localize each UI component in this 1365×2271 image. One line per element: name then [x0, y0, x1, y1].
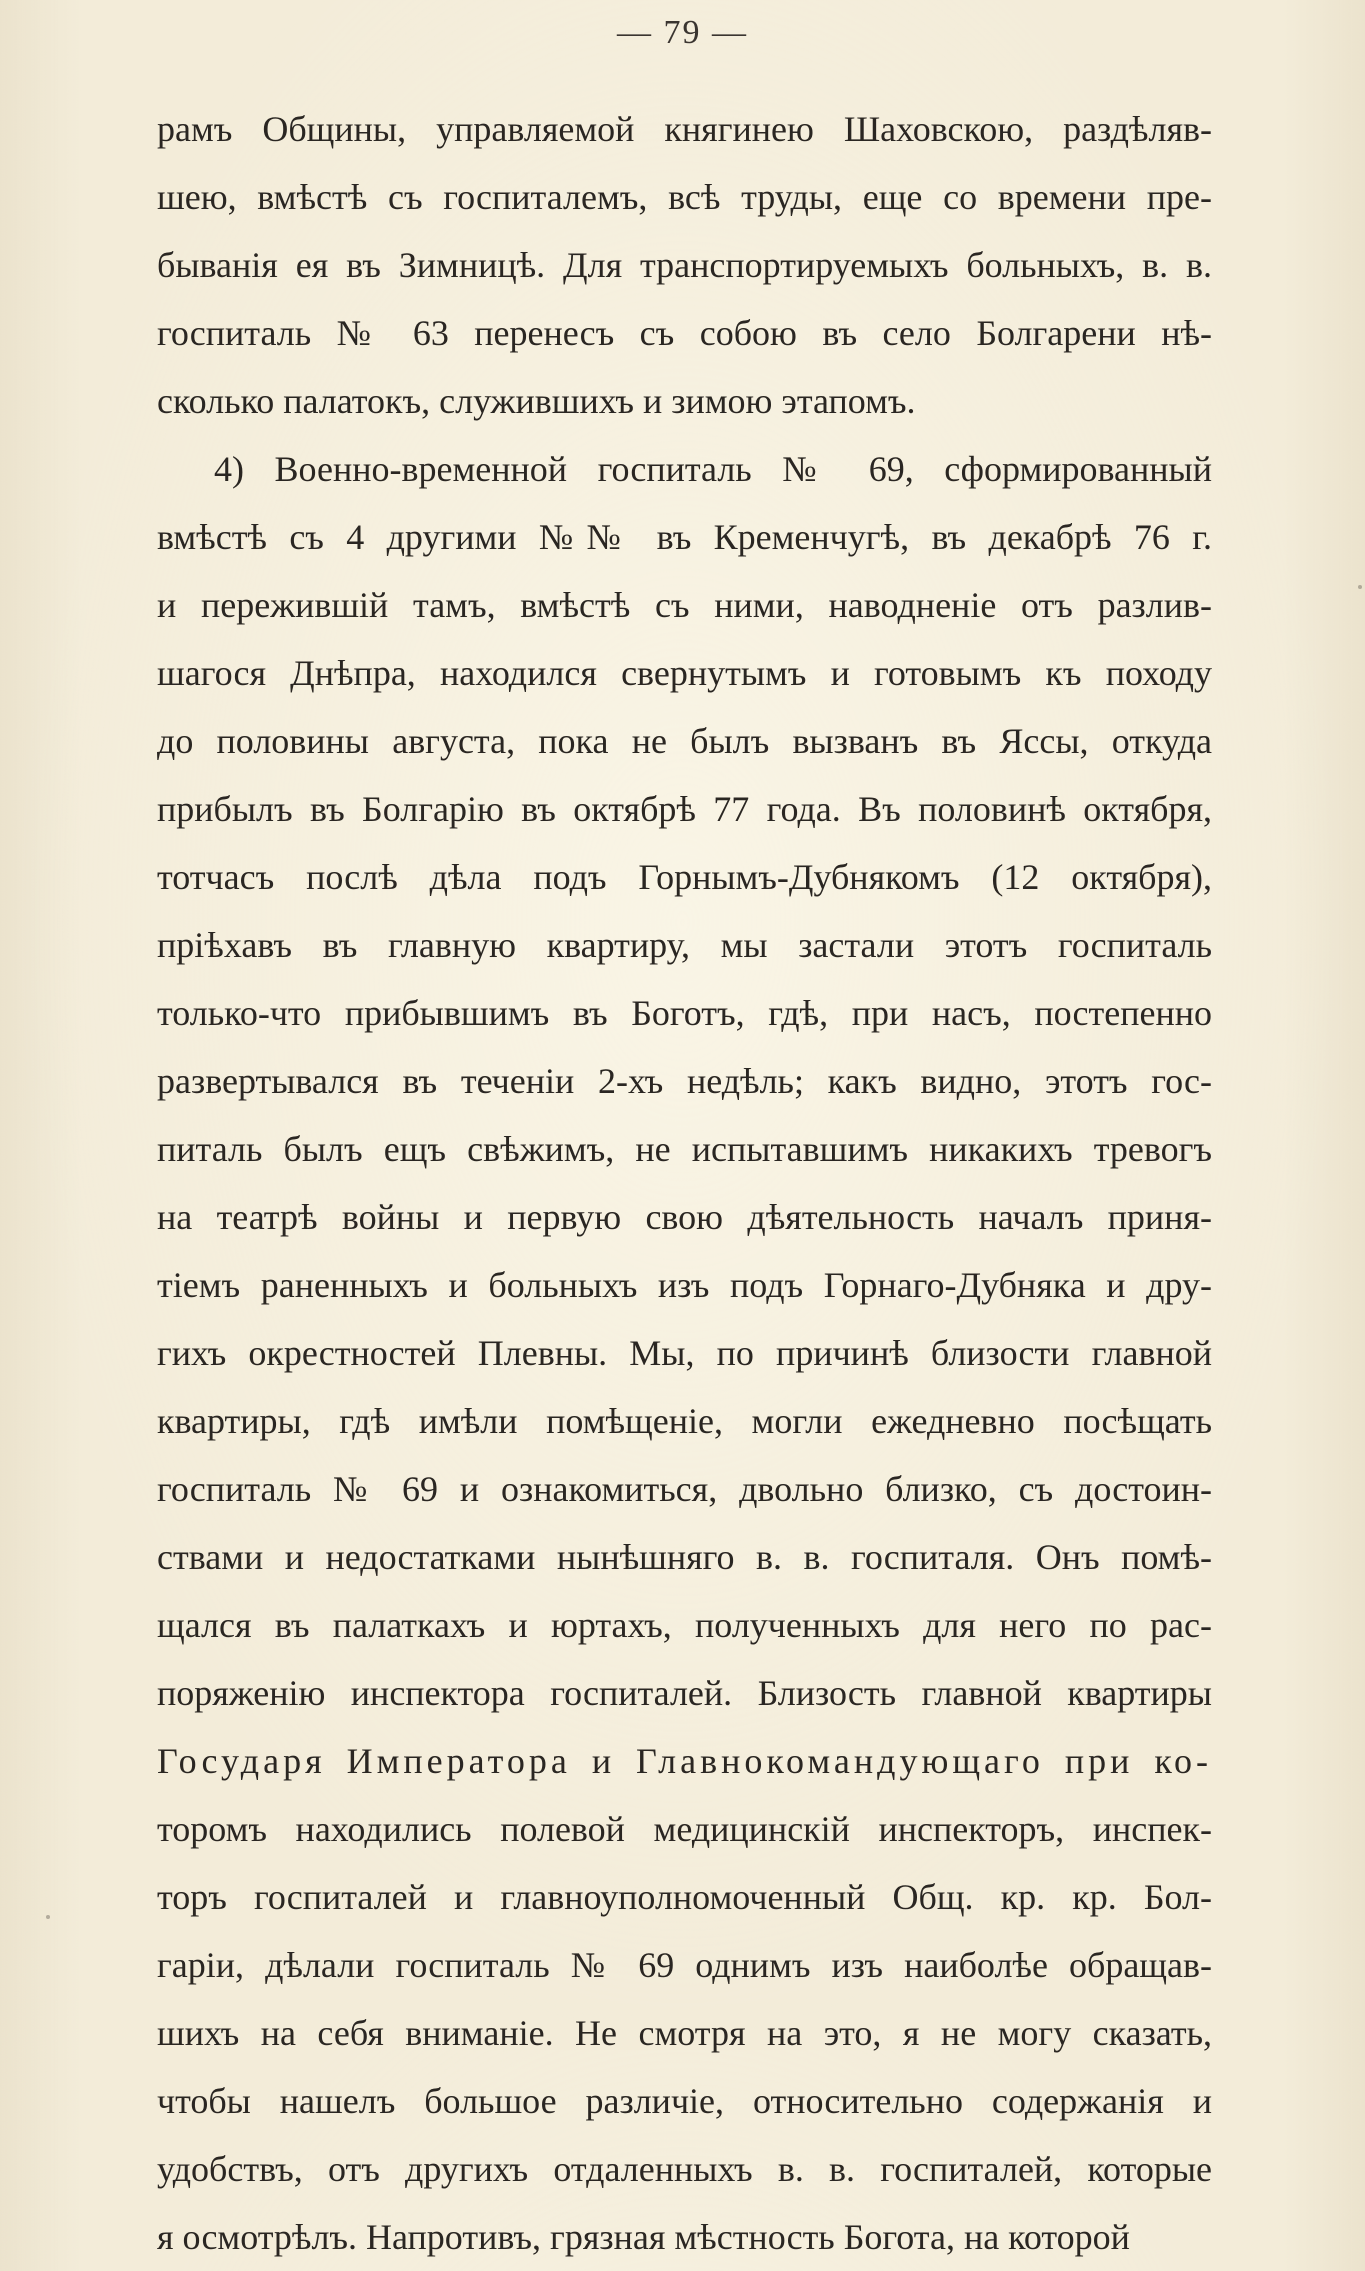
text-line: ствами и недостатками нынѣшняго в. в. госпиталя. Онъ помѣ- [157, 1537, 1212, 1577]
text-line: торъ госпиталей и главноуполномоченный Общ. кр. кр. Бол- [157, 1877, 1212, 1917]
text-line: торомъ находились полевой медицинскій инспекторъ, инспек- [157, 1809, 1212, 1849]
text-line: только-что прибывшимъ въ Боготъ, гдѣ, при насъ, постепенно [157, 993, 1212, 1033]
text-line: чтобы нашелъ большое различіе, относительно содержанія и [157, 2081, 1212, 2121]
text-line: на театрѣ войны и первую свою дѣятельность началъ приня- [157, 1197, 1212, 1237]
text-line: удобствъ, отъ другихъ отдаленныхъ в. в. госпиталей, которые [157, 2149, 1212, 2189]
text-line: тотчасъ послѣ дѣла подъ Горнымъ-Дубнякомъ (12 октября), [157, 857, 1212, 897]
text-line: госпиталь № 69 и ознакомиться, двольно близко, съ достоин- [157, 1469, 1212, 1509]
text-line: госпиталь № 63 перенесъ съ собою въ село Болгарени нѣ- [157, 313, 1212, 353]
text-line-spaced: Государя Императора и Главнокомандующаго при ко- [157, 1741, 1212, 1781]
paragraph-start-line: 4) Военно-временной госпиталь № 69, сформированный [214, 449, 1212, 489]
text-line: до половины августа, пока не былъ вызванъ въ Яссы, откуда [157, 721, 1212, 761]
text-line: и пережившій тамъ, вмѣстѣ съ ними, наводненіе отъ разлив- [157, 585, 1212, 625]
paper-speck [1358, 585, 1362, 589]
text-line: квартиры, гдѣ имѣли помѣщеніе, могли ежедневно посѣщать [157, 1401, 1212, 1441]
text-line: гихъ окрестностей Плевны. Мы, по причинѣ близости главной [157, 1333, 1212, 1373]
text-line: гаріи, дѣлали госпиталь № 69 однимъ изъ наиболѣе обращав- [157, 1945, 1212, 1985]
text-line: быванія ея въ Зимницѣ. Для транспортируемыхъ больныхъ, в. в. [157, 245, 1212, 285]
text-line: я осмотрѣлъ. Напротивъ, грязная мѣстность Богота, на которой [157, 2217, 1130, 2257]
text-line: пріѣхавъ въ главную квартиру, мы застали этотъ госпиталь [157, 925, 1212, 965]
text-line: шею, вмѣстѣ съ госпиталемъ, всѣ труды, еще со времени пре- [157, 177, 1212, 217]
page-number: — 79 — [617, 14, 748, 51]
text-line: щался въ палаткахъ и юртахъ, полученныхъ для него по рас- [157, 1605, 1212, 1645]
text-line: шихъ на себя вниманіе. Не смотря на это, я не могу сказать, [157, 2013, 1212, 2053]
text-line: поряженію инспектора госпиталей. Близость главной квартиры [157, 1673, 1212, 1713]
text-line: шагося Днѣпра, находился свернутымъ и готовымъ къ походу [157, 653, 1212, 693]
paragraph-end-line: сколько палатокъ, служившихъ и зимою этапомъ. [157, 381, 916, 421]
text-line: развертывался въ теченіи 2-хъ недѣль; какъ видно, этотъ гос- [157, 1061, 1212, 1101]
text-line: вмѣстѣ съ 4 другими №№ въ Кременчугѣ, въ декабрѣ 76 г. [157, 517, 1212, 557]
text-line: рамъ Общины, управляемой княгинею Шаховскою, раздѣляв- [157, 109, 1212, 149]
text-line: прибылъ въ Болгарію въ октябрѣ 77 года. Въ половинѣ октября, [157, 789, 1212, 829]
text-line: питаль былъ ещъ свѣжимъ, не испытавшимъ никакихъ тревогъ [157, 1129, 1212, 1169]
body-text [157, 95, 1212, 2271]
paper-speck [46, 1915, 50, 1919]
text-line: тіемъ раненныхъ и больныхъ изъ подъ Горнаго-Дубняка и дру- [157, 1265, 1212, 1305]
